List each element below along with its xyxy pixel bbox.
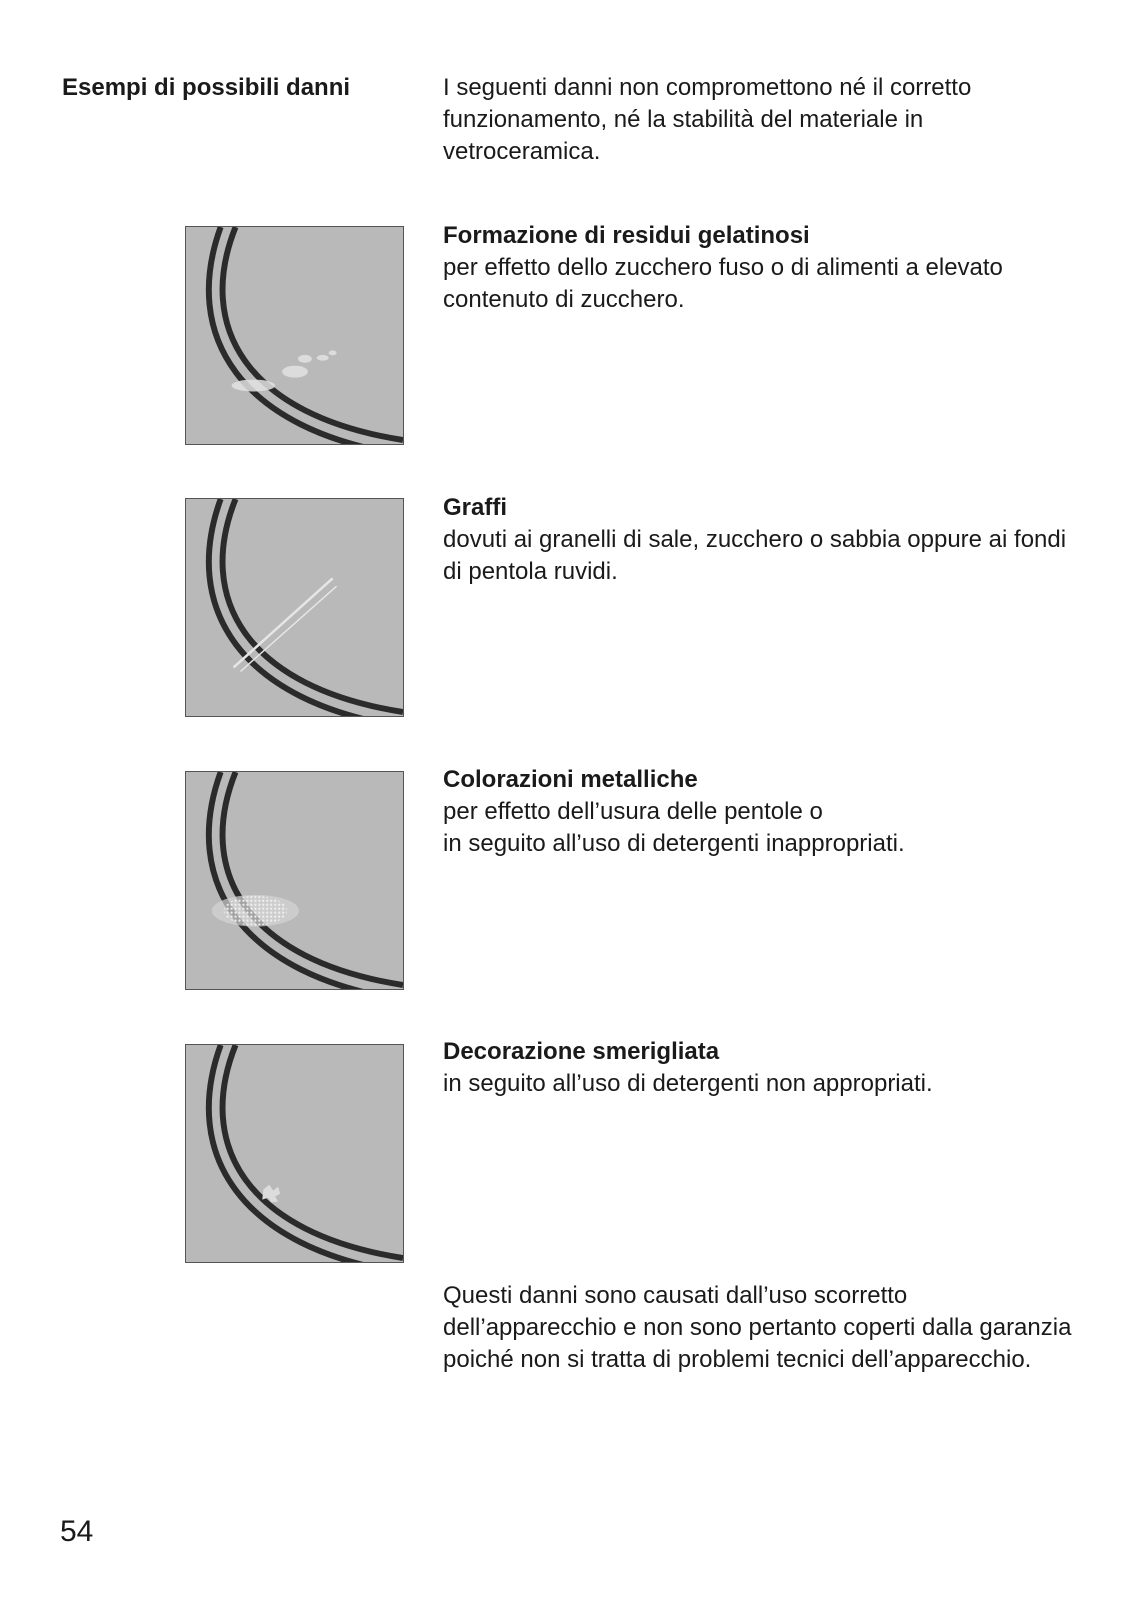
hob-ring-frosted-icon [186, 1045, 403, 1262]
damage-title: Graffi [443, 494, 508, 521]
damage-item-residue [443, 220, 1083, 316]
frosted-illustration [185, 1044, 404, 1263]
damage-description: per effetto dell’usura delle pentole o in seguito all’uso di detergenti inappropriati. [443, 798, 905, 857]
damage-item-frosted [443, 1036, 1083, 1100]
damage-description: per effetto dello zucchero fuso o di alimenti a elevato contenuto di zucchero. [443, 254, 1003, 313]
damage-title: Colorazioni metalliche [443, 766, 698, 793]
damage-description: in seguito all’uso di detergenti non appropriati. [443, 1070, 933, 1097]
damage-description: dovuti ai granelli di sale, zucchero o sabbia oppure ai fondi di pentola ruvidi. [443, 526, 1067, 585]
damage-title: Decorazione smerigliata [443, 1038, 720, 1065]
metallic-illustration [185, 771, 404, 990]
page-number: 54 [60, 1515, 94, 1548]
damage-title: Formazione di residui gelatinosi [443, 222, 810, 249]
residue-illustration [185, 226, 404, 445]
hob-ring-residue-icon [186, 227, 403, 444]
damage-item-scratches [443, 492, 1083, 588]
warranty-note: Questi danni sono causati dall’uso scorretto dell’apparecchio e non sono pertanto coperti dalla garanzia poiché non si tratta di problemi tecnici dell’apparecchio. [443, 1282, 1072, 1373]
section-title: Esempi di possibili danni [62, 74, 351, 101]
hob-ring-scratch-icon [186, 499, 403, 716]
scratches-illustration [185, 498, 404, 717]
hob-ring-metallic-icon [186, 772, 403, 989]
intro-text: I seguenti danni non compromettono né il corretto funzionamento, né la stabilità del materiale in vetroceramica. [443, 74, 972, 165]
damage-item-metallic [443, 764, 1083, 860]
